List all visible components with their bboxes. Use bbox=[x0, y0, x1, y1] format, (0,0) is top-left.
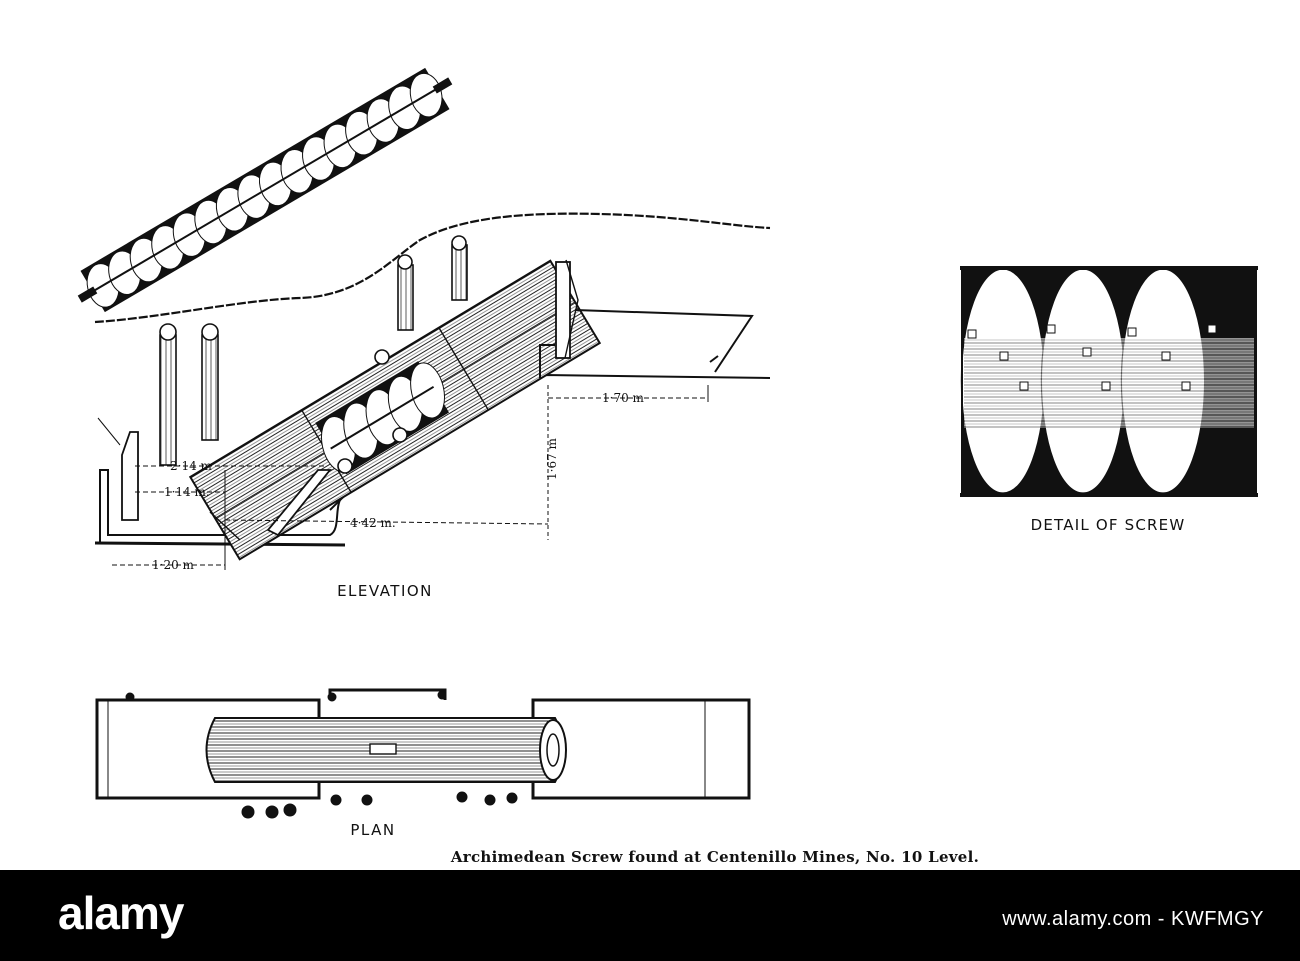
screw-detail bbox=[960, 266, 1258, 534]
installed-screw bbox=[190, 261, 599, 560]
alamy-logo: alamy bbox=[58, 887, 184, 939]
plan-view bbox=[97, 690, 749, 839]
dim-4-42: 4·42 m. bbox=[350, 516, 396, 530]
dim-1-14: 1·14 m. bbox=[164, 485, 210, 499]
dim-1-67: 1·67 m bbox=[545, 438, 559, 480]
dim-1-70: 1·70 m bbox=[602, 391, 644, 405]
dim-1-20: 1·20 m bbox=[152, 558, 194, 572]
elevation-view bbox=[67, 59, 770, 600]
image-id-text: www.alamy.com - KWFMGY bbox=[1002, 908, 1264, 930]
drawing-caption: Archimedean Screw found at Centenillo Mines, No. 10 Level. bbox=[450, 848, 980, 866]
dim-2-14: 2·14 m bbox=[170, 459, 212, 473]
elevation-label: ELEVATION bbox=[337, 582, 433, 600]
watermark-bar bbox=[0, 870, 1300, 961]
detail-label: DETAIL OF SCREW bbox=[1030, 516, 1186, 534]
plan-label: PLAN bbox=[350, 821, 396, 839]
